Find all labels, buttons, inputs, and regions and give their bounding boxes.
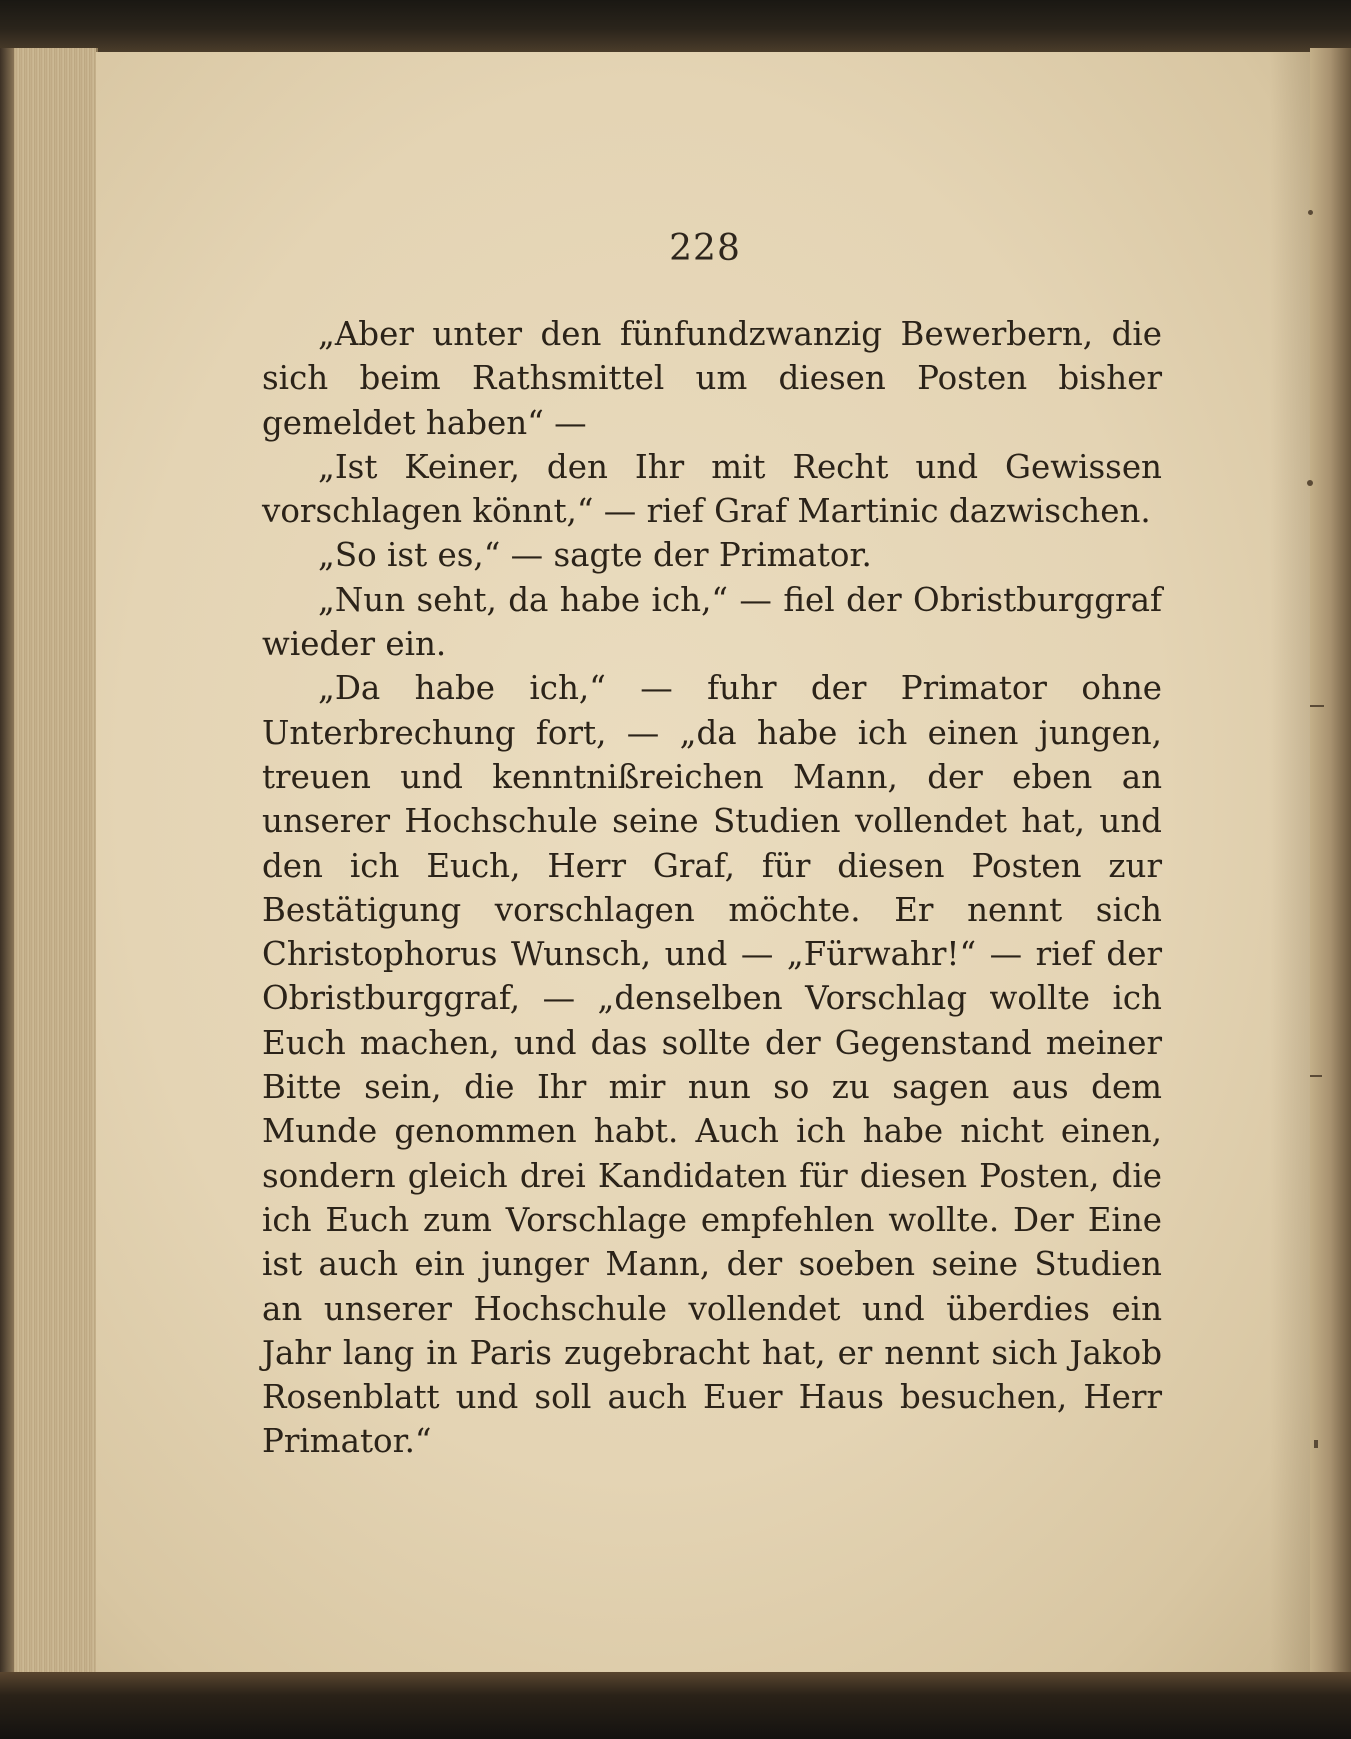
margin-mark [1310,705,1324,707]
book-bottom-edge [0,1672,1351,1739]
page-number: 228 [669,228,741,269]
paragraph: „Aber unter den fünfundzwanzig Bewerbern, die sich beim Rathsmittel um diesen Posten bisher gemeldet haben“ — [262,315,1162,442]
paragraph: „Nun seht, da habe ich,“ — fiel der Obristburggraf wieder ein. [262,580,1162,664]
margin-mark [1310,1075,1322,1077]
margin-mark [1307,480,1313,486]
page-stack-edge [0,48,98,1678]
paragraph: „Ist Keiner, den Ihr mit Recht und Gewissen vorschlagen könnt,“ — rief Graf Martinic dazwischen. [262,447,1162,531]
book-top-edge [0,0,1351,52]
margin-mark [1308,210,1313,215]
body-text [262,312,1162,1464]
book-right-edge [1310,48,1351,1678]
paragraph: „Da habe ich,“ — fuhr der Primator ohne Unterbrechung fort, — „da habe ich einen jungen, treuen und kenntnißreichen Mann, der eben an unserer Hochschule seine Studien vollendet hat, und den ich Euch, Herr Graf, für diesen Posten zur Bestätigung vorschlagen möchte. Er nennt sich Christophorus Wunsch, und — „Fürwahr!“ — rief der Obristburggraf, — „denselben Vorschlag wollte ich Euch machen, und das sollte der Gegenstand meiner Bitte sein, die Ihr mir nun so zu sagen aus dem Munde genommen habt. Auch ich habe nicht einen, sondern gleich drei Kandidaten für diesen Posten, die ich Euch zum Vorschlage empfehlen wollte. Der Eine ist auch ein junger Mann, der soeben seine Studien an unserer Hochschule vollendet und überdies ein Jahr lang in Paris zugebracht hat, er nennt sich Jakob Rosenblatt und soll auch Euer Haus besuchen, Herr Primator.“ [262,669,1162,1461]
margin-mark [1314,1440,1318,1448]
paragraph: „So ist es,“ — sagte der Primator. [318,536,872,575]
